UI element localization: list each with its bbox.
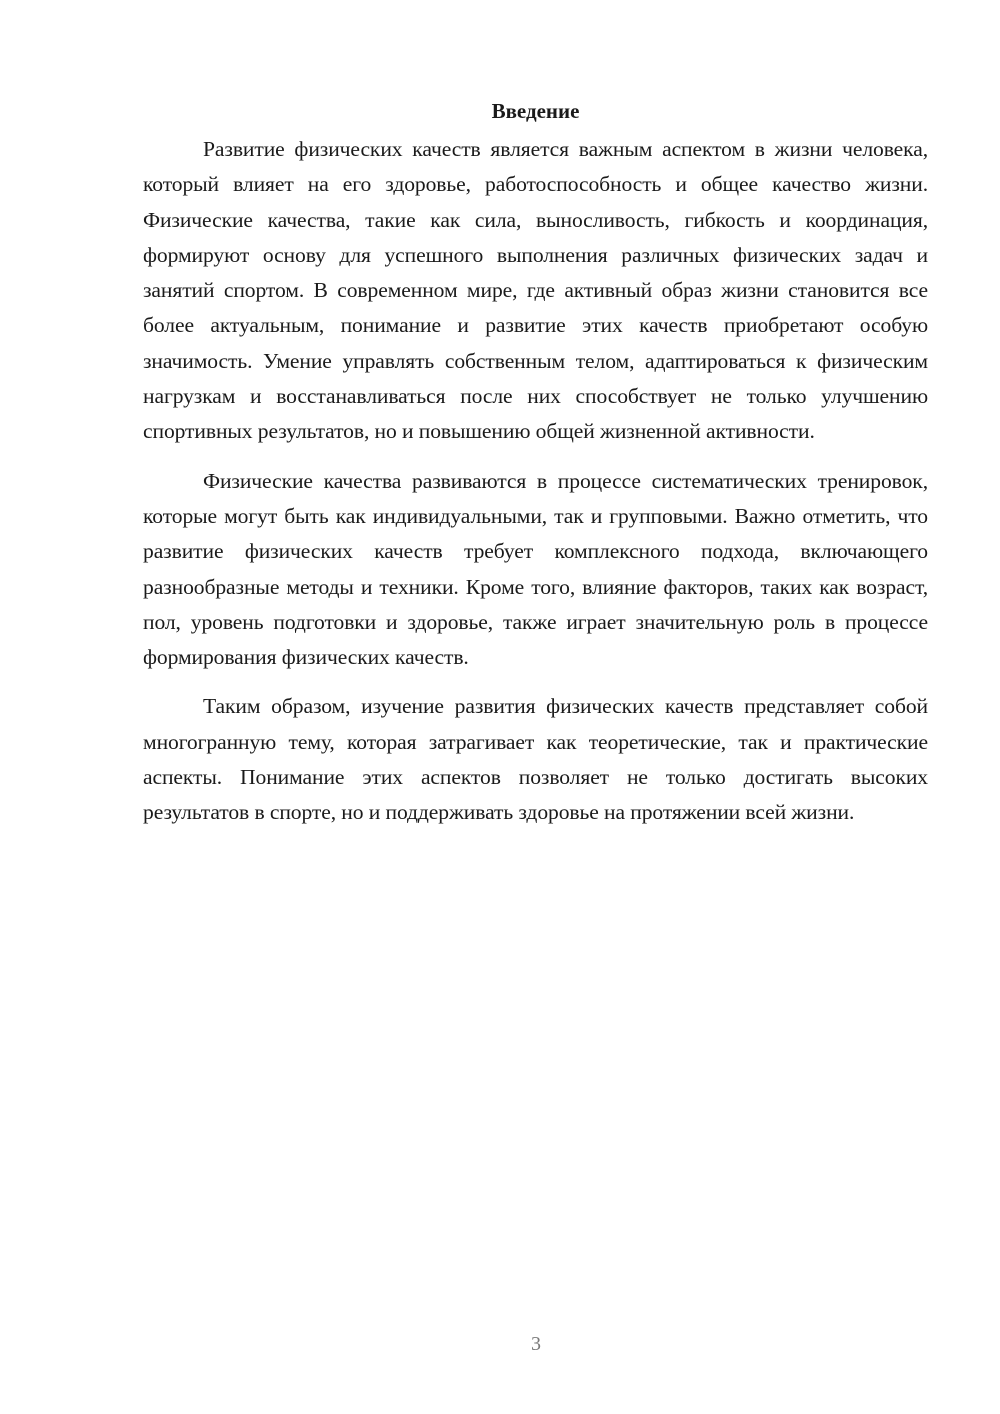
page-number: 3 xyxy=(531,1333,541,1355)
paragraph-1: Развитие физических качеств является важным аспектом в жизни человека, который влияет на его здоровье, работоспособность и общее качество жизни. Физические качества, такие как сила, выносливость, гибкость и координация, формируют основу для успешного выполнения различных физических задач и занятий спортом. В современном мире, где активный образ жизни становится все более актуальным, понимание и развитие этих качеств приобретают особую значимость. Умение управлять собственным телом, адаптироваться к физическим нагрузкам и восстанавливаться после них способствует не только улучшению спортивных результатов, но и повышению общей жизненной активности. xyxy=(143,137,928,444)
paragraph-2: Физические качества развиваются в процессе систематических тренировок, которые могут быть как индивидуальными, так и групповыми. Важно отметить, что развитие физических качеств требует комплексного подхода, включающего разнообразные методы и техники. Кроме того, влияние факторов, таких как возраст, пол, уровень подготовки и здоровье, также играет значительную роль в процессе формирования физических качеств. xyxy=(143,468,928,670)
paragraph-3: Таким образом, изучение развития физических качеств представляет собой многогранную тему, которая затрагивает как теоретические, так и практические аспекты. Понимание этих аспектов позволяет не только достигать высоких результатов в спорте, но и поддерживать здоровье на протяжении всей жизни. xyxy=(143,694,928,825)
page-content xyxy=(143,97,928,845)
section-title: Введение xyxy=(491,99,580,123)
